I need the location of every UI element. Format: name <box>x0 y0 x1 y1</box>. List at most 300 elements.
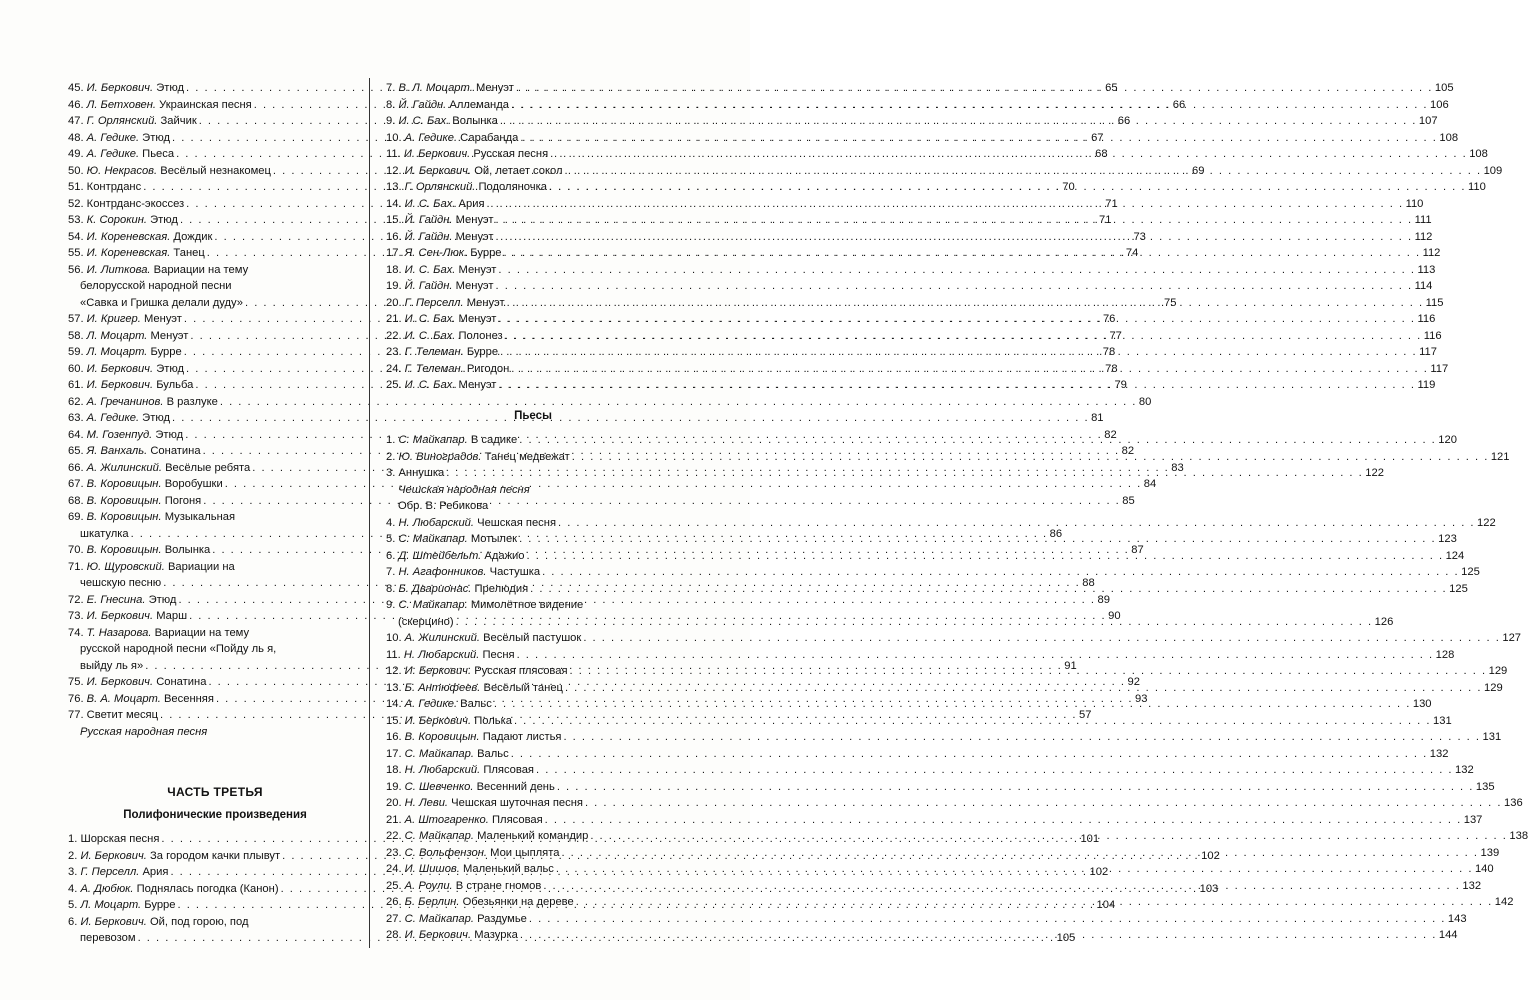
page-number: 132 <box>1462 879 1482 892</box>
entry-text <box>386 229 494 246</box>
entry-title: Мои цыплята <box>490 846 560 859</box>
entry-title: Песня <box>482 648 515 661</box>
entry-author: А. Гедике. <box>86 148 140 160</box>
dot-leader <box>498 377 1415 394</box>
dot-leader <box>529 911 1446 928</box>
dot-leader <box>496 229 1413 246</box>
entry-number: 75. <box>68 676 84 688</box>
page-number: 78 <box>1102 346 1116 358</box>
entry-text <box>68 881 279 898</box>
page-number: 131 <box>1482 731 1502 743</box>
entry-text <box>386 146 548 163</box>
entry-title: Полька <box>474 714 512 727</box>
entry-number: 27. <box>386 912 402 925</box>
dot-leader <box>487 196 1404 213</box>
entry-title: Ария <box>458 197 485 210</box>
entry-number: 9. <box>386 599 396 611</box>
entry-title: Весёлый танец <box>483 681 563 694</box>
entry-text <box>68 476 223 493</box>
continuation-text: перевозом <box>80 932 136 944</box>
entry-number: 22. <box>386 830 402 842</box>
toc-entry-first-line <box>386 630 1522 647</box>
toc-entry <box>386 911 1467 928</box>
entry-text <box>68 443 201 460</box>
entry-number: 53. <box>68 214 84 226</box>
entry-number: 6. <box>68 915 78 928</box>
entry-text <box>386 746 509 763</box>
entry-number: 14. <box>386 197 402 210</box>
entry-author: И. С. Бах. <box>404 329 456 342</box>
entry-title: Весёлый пастушок <box>483 632 582 644</box>
entry-number: 22. <box>386 329 402 342</box>
page-number: 137 <box>1463 813 1483 826</box>
page-number: 142 <box>1494 896 1514 908</box>
entry-title: Сонатина <box>150 445 201 457</box>
entry-author: А. Жилинский. <box>86 461 162 474</box>
page-number: 102 <box>1201 849 1220 862</box>
entry-text <box>68 864 168 881</box>
entry-number: 6. <box>386 549 396 562</box>
entry-title: Мотылек <box>470 533 518 545</box>
entry-number: 74. <box>68 626 84 639</box>
entry-title: Чешская шуточная песня <box>451 797 583 809</box>
entry-title: Погоня <box>164 494 202 507</box>
page-number: 140 <box>1474 863 1494 875</box>
toc-entry-first-line <box>386 911 1467 928</box>
entry-author: В. А. Моцарт. <box>86 692 161 705</box>
entry-title: Вариации на тему <box>153 263 249 276</box>
entry-text <box>386 696 492 713</box>
entry-title: Менуэт <box>455 214 494 226</box>
entry-number: 77. <box>68 709 84 721</box>
page-number: 84 <box>1143 478 1157 490</box>
page-number: 102 <box>1089 866 1109 878</box>
entry-author: Я. Сен-Люк. <box>404 247 468 259</box>
entry-title: Ария <box>142 866 169 878</box>
entry-number: 23. <box>386 346 402 358</box>
page-number: 129 <box>1484 681 1503 694</box>
entry-title: Менуэт <box>458 379 497 391</box>
entry-author: А. Гедике. <box>86 412 140 424</box>
entry-number: 70. <box>68 544 84 556</box>
entry-title: Этюд <box>150 214 178 226</box>
entry-author: Д. Штейбельт. <box>398 549 482 562</box>
entry-author: А. Гедике. <box>86 131 140 144</box>
entry-title: Весенний день <box>476 780 555 793</box>
entry-text <box>386 163 563 180</box>
entry-title: Частушка <box>489 566 541 578</box>
entry-number: 12. <box>386 164 402 177</box>
entry-text <box>68 328 188 345</box>
entry-author: Г. Телеман. <box>404 346 464 358</box>
toc-entry-first-line <box>68 625 362 642</box>
dot-leader <box>583 630 1500 647</box>
page-number: 92 <box>1127 676 1140 688</box>
entry-author: Е. Гнесина. <box>86 593 146 606</box>
entry-title: Плясовая <box>492 813 543 826</box>
entry-author: Й. Гайдн. <box>404 280 453 292</box>
dot-leader <box>527 548 1444 565</box>
page-number: 116 <box>1417 313 1436 325</box>
entry-number: 21. <box>386 313 402 325</box>
dot-leader <box>536 762 1453 779</box>
entry-text <box>386 878 541 895</box>
entry-title: Украинская песня <box>159 98 252 111</box>
entry-text <box>386 762 534 779</box>
toc-entry-first-line <box>68 509 362 526</box>
dot-leader <box>576 894 1493 911</box>
toc-entry-first-line <box>386 262 1436 279</box>
entry-number: 3. <box>68 866 78 878</box>
entry-title: Подоляночка <box>478 181 547 193</box>
entry-title: Светит месяц <box>86 709 158 721</box>
entry-text <box>386 377 496 394</box>
entry-author: А. Штогаренко. <box>404 813 489 826</box>
entry-number: 45. <box>68 82 84 94</box>
entry-author: В. Коровицын. <box>86 544 162 556</box>
entry-text <box>386 311 496 328</box>
entry-number: 24. <box>386 362 402 375</box>
page-number: 112 <box>1414 230 1433 243</box>
entry-author: И. С. Бах. <box>404 263 456 276</box>
entry-text <box>68 897 176 914</box>
entry-author: Б. Берлин. <box>404 896 460 908</box>
entry-author: А. Дюбюк. <box>80 882 134 895</box>
entry-author: И. Литкова. <box>86 263 151 276</box>
entry-author: С. Майкапар. <box>404 912 474 925</box>
entry-continuation <box>68 641 362 658</box>
page-number: 66 <box>1172 98 1186 111</box>
entry-title: За городом качки плывут <box>149 849 281 862</box>
toc-entry-first-line <box>386 647 1455 664</box>
entry-title: Волынка <box>164 544 211 556</box>
dot-leader <box>572 449 1489 466</box>
toc-entry <box>386 647 1455 664</box>
entry-number: 16. <box>386 230 402 243</box>
entry-title: Менуэт <box>458 313 497 325</box>
entry-title: Контрданс-экоссез <box>86 197 185 210</box>
page-number: 82 <box>1121 445 1135 457</box>
entry-author: Ю. Некрасов. <box>86 164 158 177</box>
entry-text <box>68 608 187 625</box>
page-number: 132 <box>1429 747 1449 760</box>
page-number: 121 <box>1490 450 1510 463</box>
entry-text <box>386 531 517 548</box>
entry-title: Ой, под горою, под <box>149 915 249 928</box>
entry-text <box>68 361 184 378</box>
entry-text <box>386 295 505 312</box>
entry-title: Танец <box>173 247 205 259</box>
entry-title: Падают листья <box>482 731 562 743</box>
page-number: 77 <box>1109 329 1122 342</box>
left-note: Русская народная песня <box>80 725 208 738</box>
dot-leader <box>514 713 1431 730</box>
entry-text <box>68 344 182 361</box>
page-number: 110 <box>1468 181 1486 193</box>
entry-author: А. Жилинский. <box>404 632 480 644</box>
entry-title: Маленький командир <box>477 830 589 842</box>
dot-leader <box>558 515 1475 532</box>
entry-number: 71. <box>68 560 84 573</box>
entry-text <box>68 97 252 114</box>
toc-entry-first-line <box>386 795 1523 812</box>
dot-leader <box>511 97 1428 114</box>
page-number: 126 <box>1374 615 1394 628</box>
entry-title: Русская песня <box>473 148 549 160</box>
entry-author: Г. Орлянский. <box>86 115 158 127</box>
dot-leader <box>519 432 1436 449</box>
entry-number: 48. <box>68 131 84 144</box>
entry-text <box>386 861 554 878</box>
entry-title: Вариации на <box>167 560 235 573</box>
entry-title: Менуэт <box>455 230 494 243</box>
entry-title: Ригодон <box>466 362 510 375</box>
page-number: 128 <box>1435 648 1455 661</box>
entry-number: 4. <box>68 882 78 895</box>
dot-leader <box>565 163 1482 180</box>
page-number: 138 <box>1509 830 1528 842</box>
entry-title: Поднялась погодка (Канон) <box>136 882 279 895</box>
entry-author: Б. Антюфеев. <box>404 681 481 694</box>
entry-number: 65. <box>68 445 84 457</box>
entry-number: 62. <box>68 395 84 408</box>
entry-author: И. Беркович. <box>86 610 154 622</box>
entry-author: В. Л. Моцарт. <box>398 82 473 94</box>
entry-title: Этюд <box>142 131 171 144</box>
page-number: 123 <box>1438 533 1457 545</box>
entry-number: 54. <box>68 230 84 243</box>
entry-text <box>386 196 485 213</box>
entry-number: 64. <box>68 428 84 441</box>
entry-title: Маленький вальс <box>462 863 554 875</box>
entry-author: К. Сорокин. <box>86 214 147 226</box>
entry-text <box>386 130 518 147</box>
entry-author: И. Беркович. <box>80 915 147 928</box>
toc-entry <box>386 779 1495 796</box>
dot-leader <box>494 696 1411 713</box>
toc-entry-first-line <box>386 746 1449 763</box>
dot-leader <box>519 531 1436 548</box>
entry-title: Шорская песня <box>80 833 160 845</box>
entry-number: 25. <box>386 879 402 892</box>
entry-author: С. Майкапар. <box>404 747 474 760</box>
entry-title: Музыкальная <box>164 511 236 523</box>
entry-number: 17. <box>386 247 402 259</box>
entry-text <box>386 262 496 279</box>
entry-number: 16. <box>386 731 402 743</box>
entry-number: 52. <box>68 197 84 210</box>
entry-author: С. Майкапар. <box>404 830 474 842</box>
entry-author: Ю. Щуровский. <box>86 560 165 573</box>
entry-title: В садике <box>470 434 518 446</box>
entry-text <box>68 245 205 262</box>
entry-author: Н. Любарский. <box>404 764 481 776</box>
continuation-text: шкатулка <box>80 527 129 540</box>
entry-text <box>68 163 271 180</box>
entry-author: Й. Гайдн. <box>404 230 453 243</box>
dot-leader <box>556 861 1473 878</box>
entry-title: Этюд <box>156 362 185 375</box>
entry-title: Аннушка <box>398 467 445 479</box>
toc-entry <box>386 746 1449 763</box>
entry-note: Чешская народная песня <box>398 483 530 496</box>
entry-arranger: Обр. В. Ребикова <box>398 500 489 512</box>
entry-number: 49. <box>68 148 84 160</box>
entry-title: Плясовая <box>483 764 534 776</box>
entry-text <box>386 245 502 262</box>
entry-text <box>386 344 498 361</box>
page-number: 116 <box>1423 329 1442 342</box>
entry-number: 67. <box>68 478 84 490</box>
entry-number: 10. <box>386 131 402 144</box>
page-number: 68 <box>1095 148 1108 160</box>
entry-number: 17. <box>386 747 402 760</box>
entry-text <box>68 674 206 691</box>
entry-text <box>386 647 515 664</box>
dot-leader <box>516 80 1433 97</box>
entry-number: 72. <box>68 593 84 606</box>
entry-number: 3. <box>386 467 396 479</box>
page-number: 129 <box>1488 665 1508 677</box>
entry-author: В. Коровицын. <box>86 494 162 507</box>
entry-author: И. Беркович. <box>404 164 472 177</box>
entry-text <box>68 311 182 328</box>
entry-text <box>386 432 517 449</box>
dot-leader <box>590 828 1507 845</box>
entry-number: 7. <box>386 82 396 94</box>
page-number: 122 <box>1365 467 1384 479</box>
entry-text <box>68 427 183 444</box>
page-number: 144 <box>1438 929 1458 941</box>
entry-text <box>68 592 176 609</box>
entry-text <box>68 831 159 848</box>
toc-entry-first-line <box>68 262 362 279</box>
page-number: 115 <box>1425 296 1444 309</box>
entry-title: Мазурка <box>474 929 518 941</box>
entry-title: Менуэт <box>458 263 497 276</box>
page-number: 93 <box>1134 692 1148 705</box>
page-number: 67 <box>1091 131 1104 144</box>
continuation-text: чешскую песню <box>80 577 162 589</box>
entry-author: А. Гречанинов. <box>86 395 164 408</box>
dot-leader <box>557 779 1474 796</box>
toc-entry-first-line <box>68 914 362 931</box>
entry-author: И. Беркович. <box>86 362 154 375</box>
entry-number: 18. <box>386 263 402 276</box>
dot-leader <box>545 812 1462 829</box>
toc-entry-first-line <box>386 812 1483 829</box>
entry-number: 18. <box>386 764 402 776</box>
page-number: 80 <box>1138 395 1152 408</box>
entry-text <box>386 911 527 928</box>
column-divider <box>369 78 370 948</box>
entry-title: В разлуке <box>166 395 218 408</box>
page-number: 120 <box>1438 434 1457 446</box>
entry-author: Н. Леви. <box>404 797 449 809</box>
page-number: 87 <box>1131 544 1144 556</box>
entry-number: 5. <box>386 533 396 545</box>
page-number: 117 <box>1430 362 1449 375</box>
entry-title: Ой, летает сокол <box>474 164 563 177</box>
page-number: 90 <box>1108 610 1121 622</box>
entry-text <box>386 581 528 598</box>
entry-text <box>386 97 509 114</box>
toc-entry <box>386 630 1522 647</box>
entry-author: Я. Ванхаль. <box>86 445 148 457</box>
entry-number: 25. <box>386 379 402 391</box>
entry-author: Б. Дварионас. <box>398 582 472 595</box>
page-number: 104 <box>1096 899 1116 911</box>
entry-number: 2. <box>386 450 396 463</box>
entry-title: Контрданс <box>86 181 142 193</box>
entry-title: Зайчик <box>160 115 197 127</box>
continuation-text: русской народной песни «Пойду ль я, <box>80 643 277 655</box>
dot-leader <box>500 113 1417 130</box>
dot-leader <box>498 262 1415 279</box>
page-number: 103 <box>1199 882 1219 895</box>
dot-leader <box>542 564 1459 581</box>
dot-leader <box>520 927 1437 944</box>
entry-text <box>386 795 583 812</box>
entry-number: 46. <box>68 98 84 111</box>
entry-author: И. Беркович. <box>404 929 472 941</box>
entry-title: Прелюдия <box>474 582 529 595</box>
entry-number: 1. <box>386 434 396 446</box>
entry-title: Сарабанда <box>460 131 519 144</box>
entry-text <box>386 328 503 345</box>
entry-title: Менуэт <box>466 296 505 309</box>
dot-leader <box>511 746 1428 763</box>
entry-author: Г. Телеман. <box>404 362 464 375</box>
entry-title: Менуэт <box>455 280 494 292</box>
toc-entry-first-line <box>386 515 1496 532</box>
entry-text <box>68 511 235 523</box>
toc-entry-first-line <box>386 729 1502 746</box>
entry-number: 19. <box>386 280 402 292</box>
entry-number: 10. <box>386 632 402 644</box>
entry-author: И. Беркович. <box>404 714 472 727</box>
entry-text <box>386 713 512 730</box>
entry-text <box>68 561 235 573</box>
entry-text <box>68 493 201 510</box>
entry-author: Н. Любарский. <box>398 516 474 529</box>
entry-number: 61. <box>68 379 84 391</box>
entry-author: Г. Перселл. <box>80 866 140 878</box>
entry-title: Менуэт <box>143 313 182 325</box>
dot-leader <box>498 311 1415 328</box>
entry-number: 58. <box>68 329 84 342</box>
dot-leader <box>517 647 1434 664</box>
entry-text <box>68 179 141 196</box>
page-number: 143 <box>1447 912 1467 925</box>
entry-number: 50. <box>68 164 84 177</box>
entry-text <box>68 229 212 246</box>
entry-author: И. С. Бах. <box>404 313 456 325</box>
page-number: 124 <box>1445 549 1465 562</box>
entry-number: 13. <box>386 181 402 193</box>
page-number: 83 <box>1171 461 1184 474</box>
page-number: 86 <box>1049 527 1063 540</box>
entry-text <box>68 460 250 477</box>
dot-leader <box>565 680 1482 697</box>
entry-author: А. Гедике. <box>404 698 458 710</box>
entry-title: Мимолётное видение <box>470 599 584 611</box>
entry-author: Л. Моцарт. <box>86 346 148 358</box>
entry-text <box>68 627 249 639</box>
entry-number: 47. <box>68 115 84 127</box>
entry-text <box>68 212 178 229</box>
page-number: 136 <box>1504 797 1523 809</box>
